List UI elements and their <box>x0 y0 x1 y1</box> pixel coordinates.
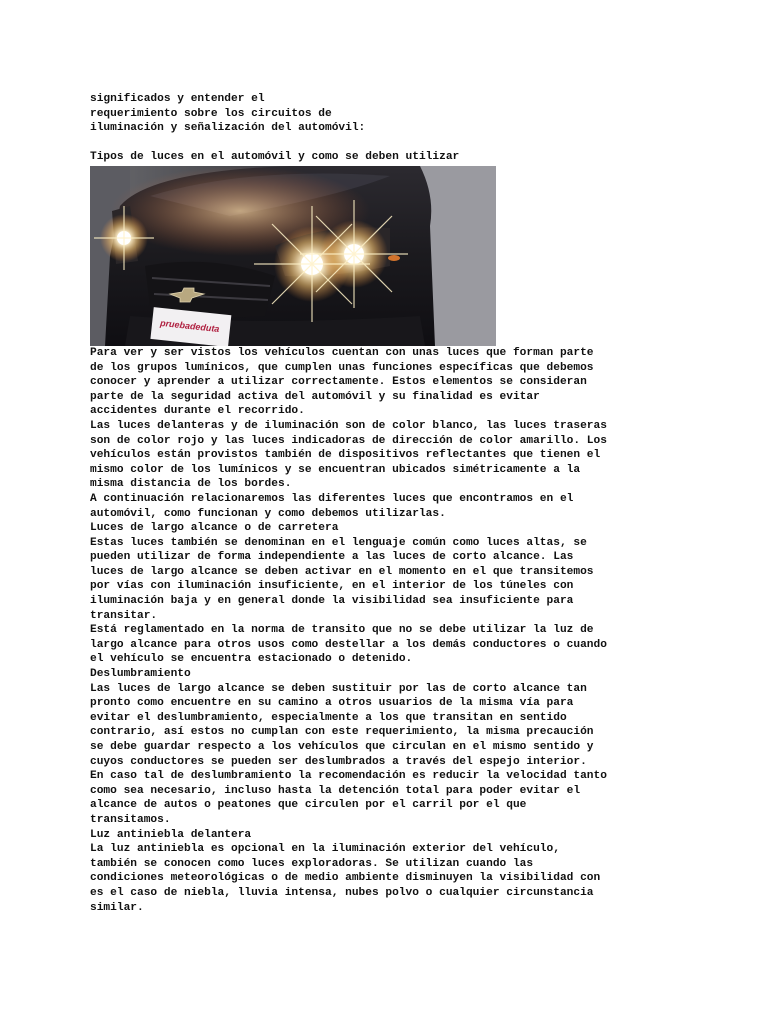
car-headlights-image <box>90 166 496 346</box>
body-line: Estas luces también se denominan en el lenguaje común como luces altas, se <box>90 536 587 549</box>
body-line: vehículos están provistos también de dispositivos reflectantes que tienen el <box>90 449 601 462</box>
body-line: iluminación baja y en general donde la visibilidad sea insuficiente para <box>90 595 574 608</box>
body-line: también se conocen como luces exploradoras. Se utilizan cuando las <box>90 857 534 870</box>
body-line: automóvil, como funcionan y como debemos utilizarlas. <box>90 507 446 520</box>
body-line: pueden utilizar de forma independiente a las luces de corto alcance. Las <box>90 551 574 564</box>
body-line: accidentes durante el recorrido. <box>90 405 305 418</box>
body-text <box>90 346 690 915</box>
plate-text: pruebadeduta <box>159 317 220 335</box>
body-line: se debe guardar respecto a los vehículos que circulan en el mismo sentido y <box>90 741 594 753</box>
body-line: de los grupos lumínicos, que cumplen unas funciones específicas que debemos <box>90 361 594 374</box>
intro-line: significados y entender el <box>90 93 265 105</box>
body-line: transitar. <box>90 609 158 622</box>
body-line: misma distancia de los bordes. <box>90 478 292 491</box>
body-line: Las luces delanteras y de iluminación son de color blanco, las luces traseras <box>90 419 607 432</box>
body-line: es el caso de niebla, lluvia intensa, nubes polvo o cualquier circunstancia <box>90 886 594 899</box>
body-line: evitar el deslumbramiento, especialmente a los que transitan en sentido <box>90 711 567 724</box>
body-line: Luz antiniebla delantera <box>90 828 252 841</box>
paragraph-gap <box>90 136 690 151</box>
body-line: Está reglamentado en la norma de transito que no se debe utilizar la luz de <box>90 624 594 637</box>
car-headlights-photo <box>90 166 496 346</box>
intro-line: iluminación y señalización del automóvil: <box>90 122 366 135</box>
body-line: Las luces de largo alcance se deben sustituir por las de corto alcance tan <box>90 682 587 695</box>
body-line: parte de la seguridad activa del automóvil y su finalidad es evitar <box>90 390 540 403</box>
body-line: alcance de autos o peatones que circulen por el carril por el que <box>90 799 527 812</box>
body-line: A continuación relacionaremos las diferentes luces que encontramos en el <box>90 492 574 505</box>
body-line: son de color rojo y las luces indicadoras de dirección de color amarillo. Los <box>90 434 607 447</box>
body-line: contrario, así estos no cumplan con este requerimiento, la misma precaución <box>90 726 594 739</box>
document-page <box>90 92 690 915</box>
body-line: transitamos. <box>90 813 171 826</box>
body-line: Luces de largo alcance o de carretera <box>90 522 339 535</box>
body-line: condiciones meteorológicas o de medio ambiente disminuyen la visibilidad con <box>90 872 601 885</box>
body-line: como sea necesario, incluso hasta la detención total para poder evitar el <box>90 784 581 797</box>
body-line: por vías con iluminación insuficiente, en el interior de los túneles con <box>90 580 574 593</box>
body-line: conocer y aprender a utilizar correctamente. Estos elementos se consideran <box>90 376 587 389</box>
body-line: luces de largo alcance se deben activar en el momento en el que transitemos <box>90 565 594 578</box>
body-line: largo alcance para otros usos como destellar a los demás conductores o cuando <box>90 638 607 651</box>
body-line: En caso tal de deslumbramiento la recomendación es reducir la velocidad tanto <box>90 770 607 783</box>
body-line: Deslumbramiento <box>90 668 191 681</box>
body-line: pronto como encuentre en su camino a otros usuarios de la misma vía para <box>90 697 574 710</box>
intro-line: requerimiento sobre los circuitos de <box>90 107 332 120</box>
body-line: similar. <box>90 901 144 914</box>
body-line: Para ver y ser vistos los vehículos cuentan con unas luces que forman parte <box>90 346 594 359</box>
body-line: el vehículo se encuentra estacionado o detenido. <box>90 653 413 666</box>
body-line: cuyos conductores se pueden ser deslumbrados a través del espejo interior. <box>90 755 587 768</box>
body-line: La luz antiniebla es opcional en la iluminación exterior del vehículo, <box>90 843 560 856</box>
body-line: mismo color de los lumínicos y se encuentran ubicados simétricamente a la <box>90 463 581 476</box>
section-title: Tipos de luces en el automóvil y como se deben utilizar <box>90 151 460 164</box>
